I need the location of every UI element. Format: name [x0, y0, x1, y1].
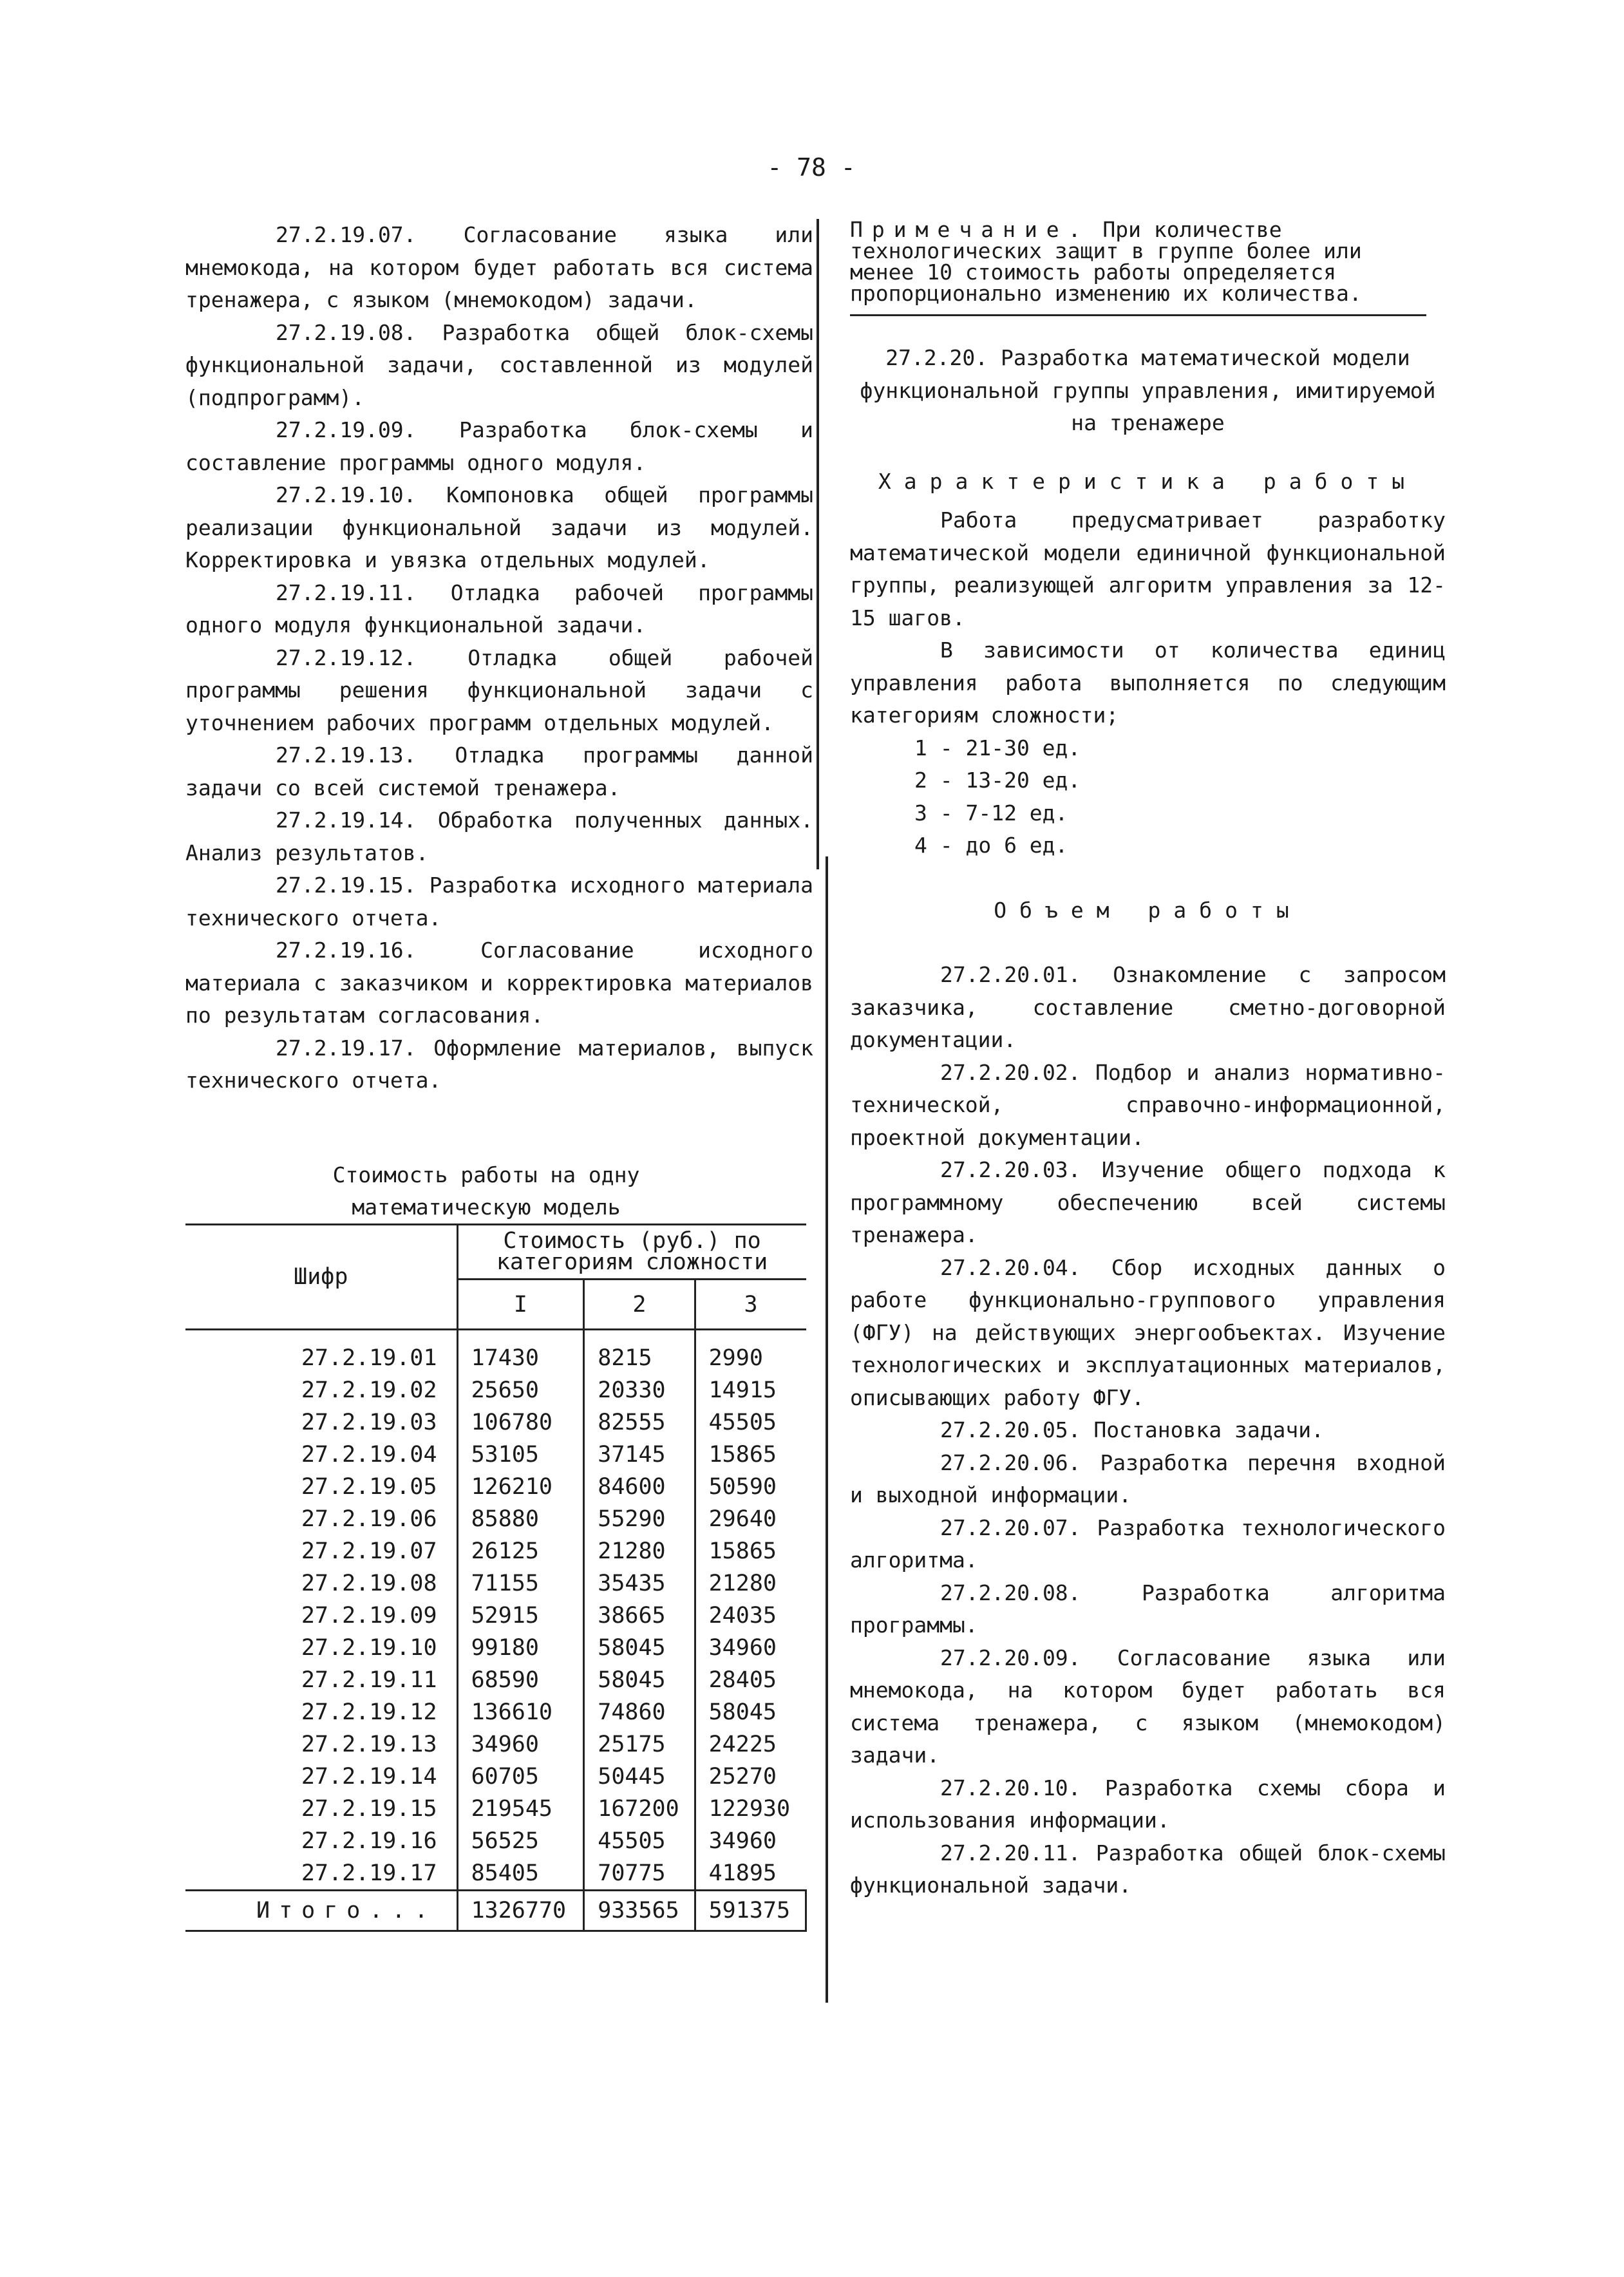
table-header-category-1: I: [457, 1280, 584, 1330]
row-cost-cat-1: 136610: [457, 1696, 584, 1728]
row-cost-cat-2: 8215: [584, 1330, 695, 1375]
cost-table: [185, 1224, 807, 1932]
row-cost-cat-1: 85880: [457, 1503, 584, 1535]
paragraph-27-2-20-03: 27.2.20.03. Изучение общего подхода к программному обеспечению всей системы тренажера.: [850, 1157, 1446, 1247]
row-code: 27.2.19.15: [185, 1793, 457, 1825]
paragraph-27-2-19-12: 27.2.19.12. Отладка общей рабочей программы решения функциональной задачи с уточнением рабочих программ отдельных модулей.: [185, 645, 813, 735]
right-column: [850, 219, 1446, 1902]
paragraph-27-2-20-10: 27.2.20.10. Разработка схемы сбора и использования информации.: [850, 1775, 1446, 1833]
row-cost-cat-1: 219545: [457, 1793, 584, 1825]
table-header-category-2: 2: [584, 1280, 695, 1330]
row-cost-cat-2: 35435: [584, 1567, 695, 1600]
row-cost-cat-3: 15865: [708, 1442, 777, 1468]
row-cost-cat-1: 68590: [457, 1664, 584, 1696]
row-cost-cat-3: 21280: [708, 1571, 777, 1596]
row-cost-cat-2: 84600: [584, 1471, 695, 1503]
row-cost-cat-1: 52915: [457, 1600, 584, 1632]
row-code: 27.2.19.06: [185, 1503, 457, 1535]
row-cost-cat-1: 85405: [457, 1857, 584, 1891]
row-cost-cat-2: 38665: [584, 1600, 695, 1632]
table-row: [185, 1793, 806, 1825]
row-cost-cat-2: 20330: [584, 1374, 695, 1406]
category-item: 3 - 7-12 ед.: [914, 800, 1068, 826]
page-number: - 78 -: [767, 153, 856, 182]
table-row: [185, 1439, 806, 1471]
row-code: 27.2.19.11: [185, 1664, 457, 1696]
row-cost-cat-1: 99180: [457, 1632, 584, 1664]
table-header-code: Шифр: [185, 1225, 457, 1330]
paragraph-27-2-20-08: 27.2.20.08. Разработка алгоритма программы.: [850, 1580, 1446, 1638]
row-code: 27.2.19.02: [185, 1374, 457, 1406]
paragraph-27-2-20-04: 27.2.20.04. Сбор исходных данных о работе функционально-группового управления (ФГУ) на действующих энергообъектах. Изучение технологических и эксплуатационных материалов, описывающих работу ФГУ.: [850, 1254, 1446, 1410]
row-cost-cat-2: 167200: [584, 1793, 695, 1825]
row-cost-cat-2: 21280: [584, 1535, 695, 1567]
paragraph-27-2-19-16: 27.2.19.16. Согласование исходного материала с заказчиком и корректировка материалов по результатам согласования.: [185, 938, 813, 1028]
paragraph-27-2-19-09: 27.2.19.09. Разработка блок-схемы и составление программы одного модуля.: [185, 417, 813, 475]
row-code: 27.2.19.03: [185, 1406, 457, 1439]
row-cost-cat-1: 71155: [457, 1567, 584, 1600]
row-cost-cat-3: 24035: [708, 1603, 777, 1629]
row-cost-cat-3: 29640: [708, 1506, 777, 1532]
row-cost-cat-1: 126210: [457, 1471, 584, 1503]
paragraph-27-2-20-07: 27.2.20.07. Разработка технологического алгоритма.: [850, 1515, 1446, 1573]
table-row: [185, 1503, 806, 1535]
row-cost-cat-3: 24225: [708, 1732, 777, 1757]
row-cost-cat-3: 45505: [708, 1410, 777, 1435]
row-cost-cat-2: 58045: [584, 1664, 695, 1696]
row-cost-cat-3: 2990: [708, 1345, 763, 1371]
table-row: [185, 1600, 806, 1632]
section-title: 27.2.20. Разработка математической модели функциональной группы управления, имитируемой на тренажере: [860, 345, 1436, 435]
table-header-category-3: 3: [695, 1280, 806, 1330]
category-item: 4 - до 6 ед.: [914, 833, 1068, 858]
paragraph-27-2-20-06: 27.2.20.06. Разработка перечня входной и выходной информации.: [850, 1450, 1446, 1507]
table-row: [185, 1471, 806, 1503]
paragraph-27-2-19-10: 27.2.19.10. Компоновка общей программы реализации функциональной задачи из модулей. Корректировка и увязка отдельных модулей.: [185, 482, 813, 572]
row-cost-cat-2: 70775: [584, 1857, 695, 1891]
column-divider: [817, 219, 819, 869]
category-list: [914, 732, 1446, 862]
table-caption: Стоимость работы на одну математическую модель: [332, 1162, 640, 1220]
characteristics-paragraph: Работа предусматривает разработку математической модели единичной функциональной группы, реализующей алгоритм управления за 12-15 шагов.: [850, 507, 1446, 630]
row-cost-cat-3: 41895: [708, 1860, 777, 1886]
row-cost-cat-3: 122930: [708, 1796, 791, 1822]
row-cost-cat-1: 25650: [457, 1374, 584, 1406]
table-row: [185, 1664, 806, 1696]
row-cost-cat-2: 74860: [584, 1696, 695, 1728]
row-cost-cat-3: 34960: [708, 1828, 777, 1854]
characteristics-paragraph: В зависимости от количества единиц управления работа выполняется по следующим категориям сложности;: [850, 638, 1446, 728]
paragraph-27-2-19-13: 27.2.19.13. Отладка программы данной задачи со всей системой тренажера.: [185, 742, 813, 800]
row-cost-cat-1: 17430: [457, 1330, 584, 1375]
row-cost-cat-3: 15865: [708, 1538, 777, 1564]
row-cost-cat-2: 50445: [584, 1761, 695, 1793]
row-code: 27.2.19.13: [185, 1728, 457, 1761]
row-code: 27.2.19.10: [185, 1632, 457, 1664]
paragraph-27-2-19-07: 27.2.19.07. Согласование языка или мнемокода, на котором будет работать вся система тренажера, с языком (мнемокодом) задачи.: [185, 222, 813, 312]
row-cost-cat-1: 56525: [457, 1825, 584, 1857]
row-cost-cat-3: 34960: [708, 1635, 777, 1661]
volume-heading: Объем работы: [994, 897, 1302, 923]
paragraph-27-2-19-08: 27.2.19.08. Разработка общей блок-схемы функциональной задачи, составленной из модулей (подпрограмм).: [185, 319, 813, 410]
table-row: [185, 1330, 806, 1375]
paragraph-27-2-20-11: 27.2.20.11. Разработка общей блок-схемы функциональной задачи.: [850, 1840, 1446, 1898]
row-cost-cat-1: 60705: [457, 1761, 584, 1793]
table-total-row: [185, 1891, 806, 1931]
row-code: 27.2.19.08: [185, 1567, 457, 1600]
row-cost-cat-2: 55290: [584, 1503, 695, 1535]
row-cost-cat-2: 82555: [584, 1406, 695, 1439]
row-cost-cat-3: 50590: [708, 1474, 777, 1500]
row-cost-cat-3: 25270: [708, 1764, 777, 1790]
total-label: Итого...: [185, 1891, 457, 1931]
row-cost-cat-2: 25175: [584, 1728, 695, 1761]
paragraph-27-2-19-14: 27.2.19.14. Обработка полученных данных. Анализ результатов.: [185, 808, 813, 865]
table-row: [185, 1374, 806, 1406]
paragraph-27-2-20-09: 27.2.20.09. Согласование языка или мнемокода, на котором будет работать вся система тренажера, с языком (мнемокодом) задачи.: [850, 1645, 1446, 1768]
column-divider-lower: [826, 856, 828, 2003]
row-cost-cat-1: 53105: [457, 1439, 584, 1471]
category-item: 2 - 13-20 ед.: [914, 768, 1081, 793]
row-cost-cat-2: 58045: [584, 1632, 695, 1664]
table-row: [185, 1728, 806, 1761]
row-code: 27.2.19.04: [185, 1439, 457, 1471]
total-cat-2: 933565: [584, 1891, 695, 1931]
table-header-cost: Стоимость (руб.) по категориям сложности: [457, 1225, 806, 1280]
table-row: [185, 1696, 806, 1728]
table-row: [185, 1535, 806, 1567]
row-cost-cat-3: 58045: [708, 1699, 777, 1725]
row-code: 27.2.19.09: [185, 1600, 457, 1632]
paragraph-27-2-19-17: 27.2.19.17. Оформление материалов, выпуск технического отчета.: [185, 1035, 813, 1093]
row-code: 27.2.19.12: [185, 1696, 457, 1728]
note-block: [850, 219, 1426, 316]
paragraph-27-2-20-05: 27.2.20.05. Постановка задачи.: [940, 1417, 1325, 1442]
table-row: [185, 1857, 806, 1891]
total-cat-3: 591375: [695, 1891, 806, 1931]
paragraph-27-2-19-15: 27.2.19.15. Разработка исходного материала технического отчета.: [185, 873, 813, 931]
characteristics-heading: Характеристика работы: [878, 468, 1418, 494]
row-cost-cat-2: 37145: [584, 1439, 695, 1471]
row-code: 27.2.19.17: [185, 1857, 457, 1891]
row-cost-cat-1: 26125: [457, 1535, 584, 1567]
row-cost-cat-1: 34960: [457, 1728, 584, 1761]
paragraph-27-2-20-02: 27.2.20.02. Подбор и анализ нормативно-технической, справочно-информационной, проектной документации.: [850, 1059, 1446, 1150]
paragraph-27-2-20-01: 27.2.20.01. Ознакомление с запросом заказчика, составление сметно-договорной документации.: [850, 962, 1446, 1052]
row-code: 27.2.19.07: [185, 1535, 457, 1567]
note-label: Примечание.: [850, 217, 1090, 242]
table-row: [185, 1761, 806, 1793]
table-row: [185, 1567, 806, 1600]
table-row: [185, 1825, 806, 1857]
row-cost-cat-3: 14915: [708, 1377, 777, 1403]
category-item: 1 - 21-30 ед.: [914, 735, 1081, 761]
row-code: 27.2.19.05: [185, 1471, 457, 1503]
row-cost-cat-3: 28405: [708, 1667, 777, 1693]
table-row: [185, 1632, 806, 1664]
row-cost-cat-2: 45505: [584, 1825, 695, 1857]
row-cost-cat-1: 106780: [457, 1406, 584, 1439]
row-code: 27.2.19.14: [185, 1761, 457, 1793]
total-cat-1: 1326770: [457, 1891, 584, 1931]
left-column: [185, 219, 813, 1097]
row-code: 27.2.19.16: [185, 1825, 457, 1857]
row-code: 27.2.19.01: [185, 1330, 457, 1375]
table-row: [185, 1406, 806, 1439]
paragraph-27-2-19-11: 27.2.19.11. Отладка рабочей программы одного модуля функциональной задачи.: [185, 580, 813, 638]
note-text: При количестве технологических защит в группе более или менее 10 стоимость работы определяется пропорционально изменению их количества.: [850, 217, 1362, 306]
